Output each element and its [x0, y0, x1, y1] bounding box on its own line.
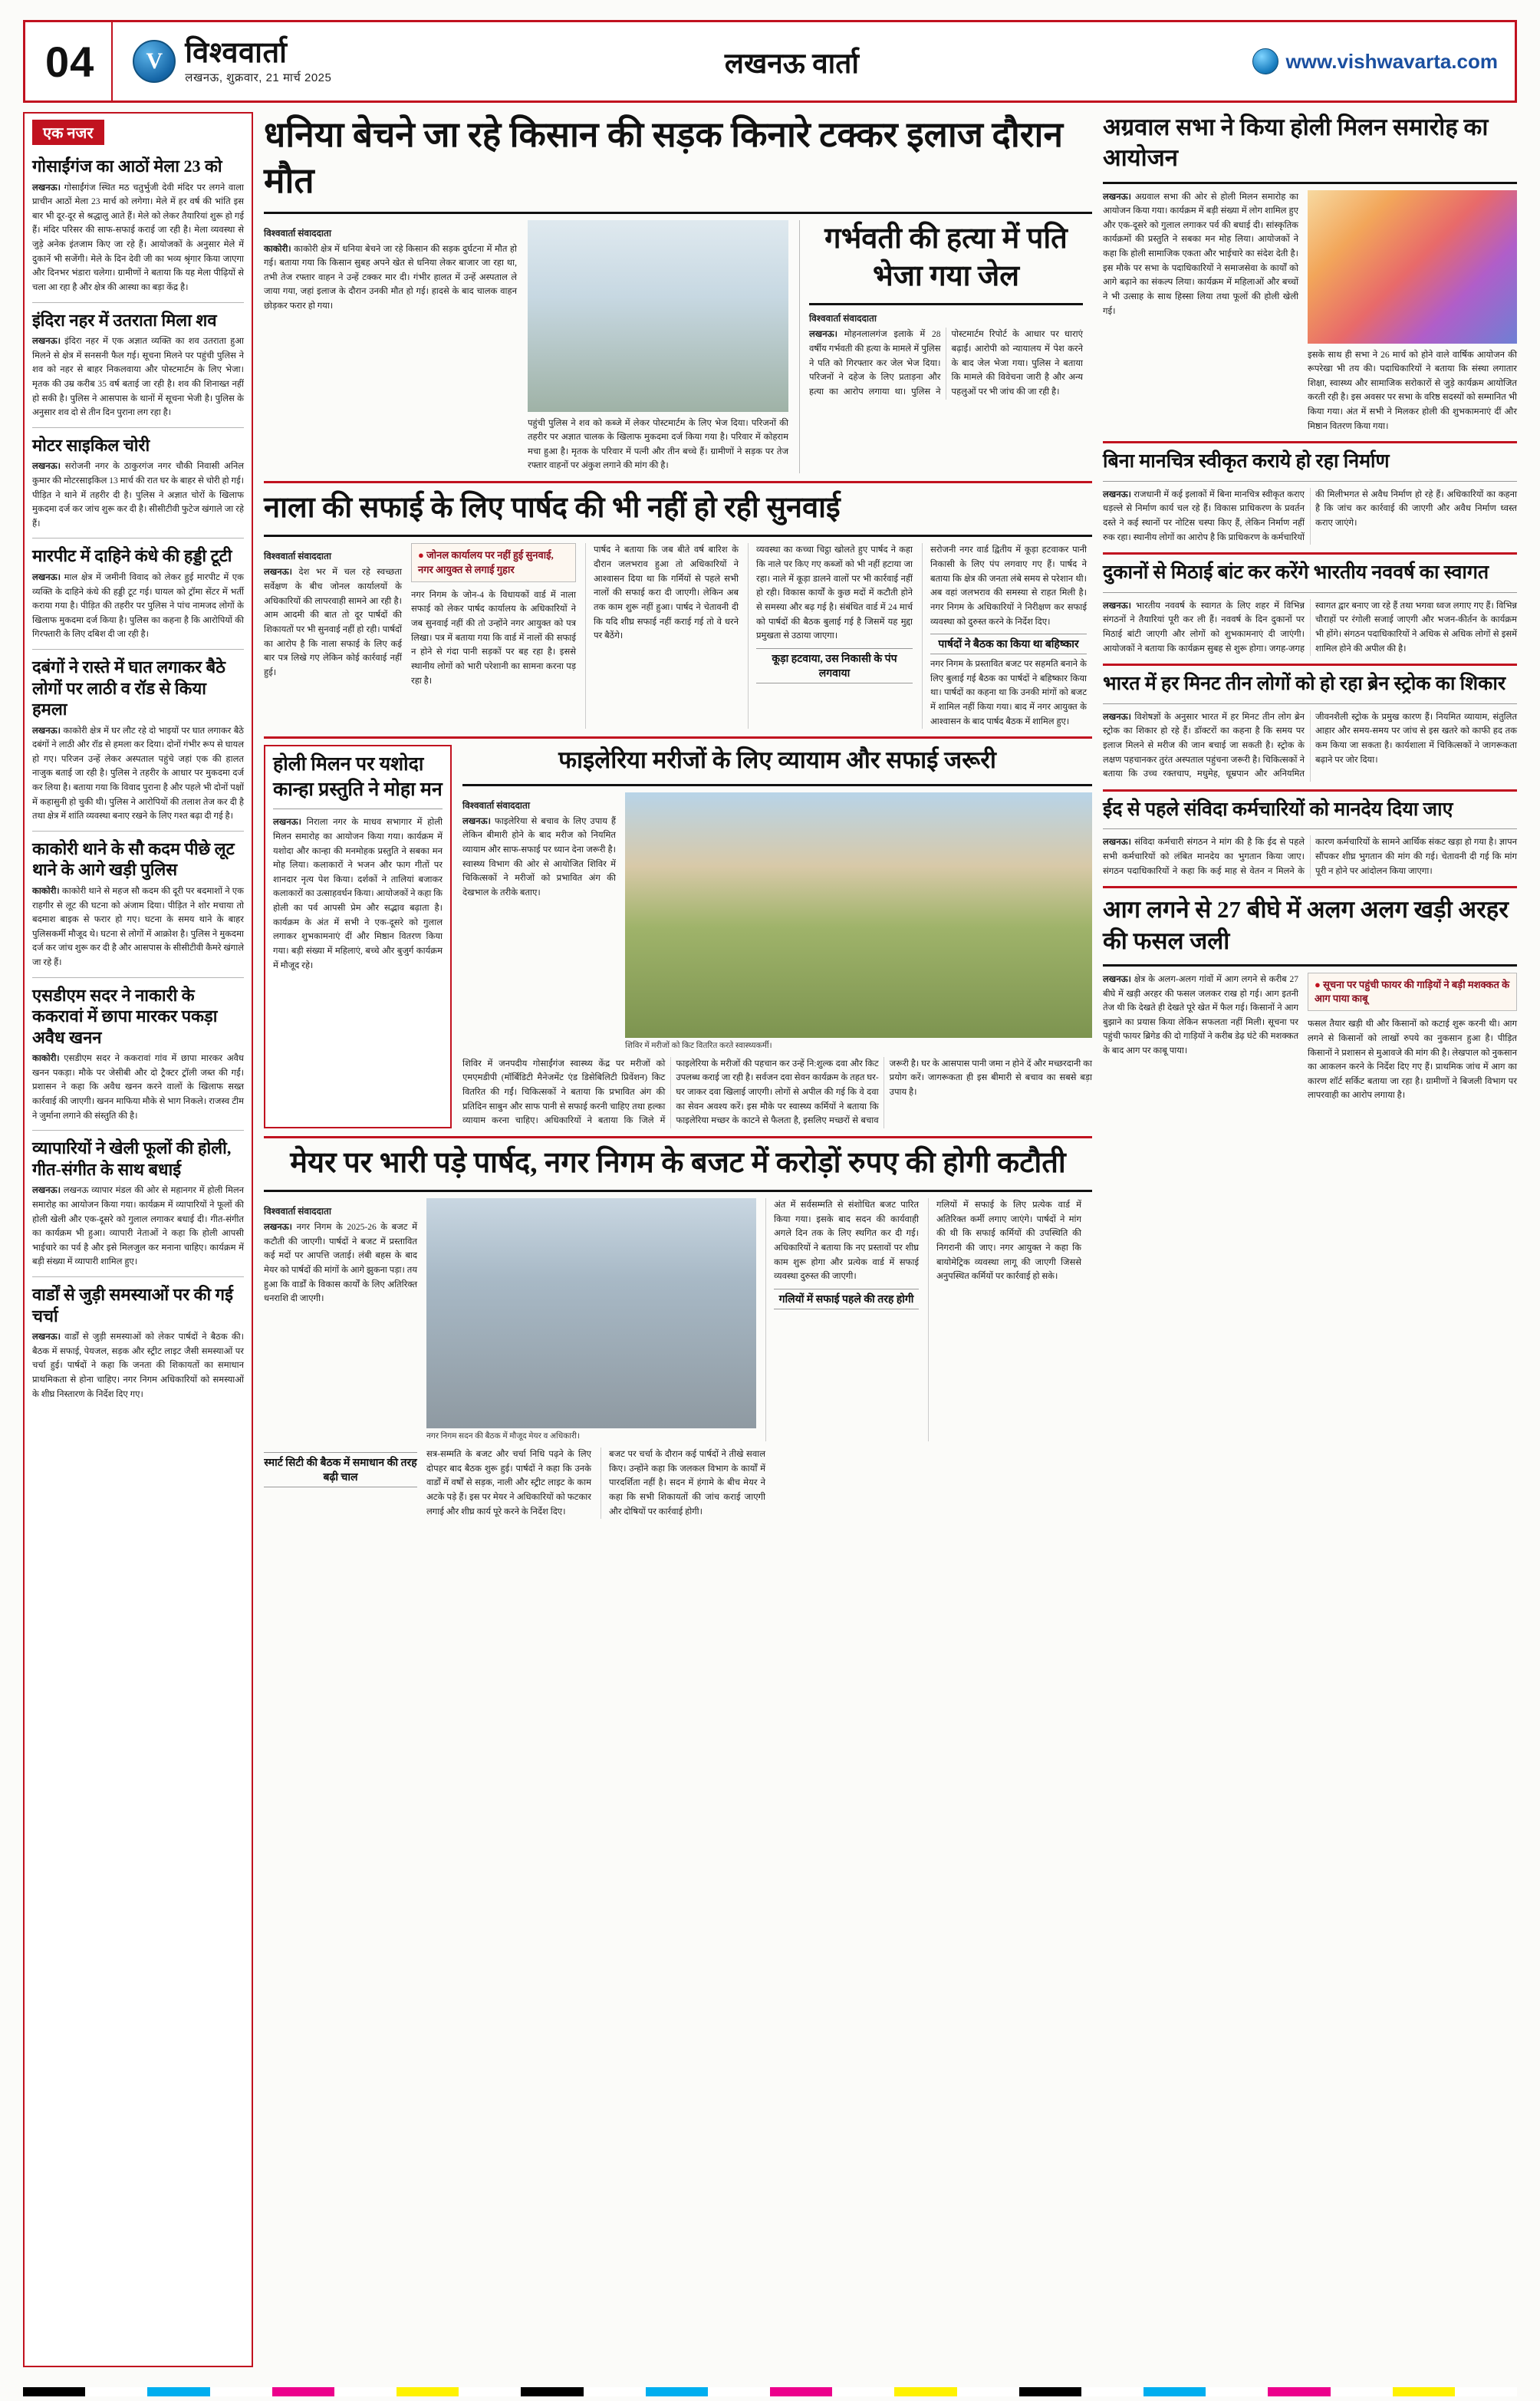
page-number: 04	[38, 22, 113, 100]
holi-photo	[1308, 190, 1517, 344]
brief-item	[32, 838, 244, 970]
nala-col-6: नगर निगम के प्रस्तावित बजट पर सहमति बनाने के लिए बुलाई गई बैठक का पार्षदों ने बहिष्कार किया था। पार्षदों का कहना था कि उनकी मांगों को बजट में शामिल नहीं किया गया। बाद में नगर आयुक्त के आश्वासन के बाद पार्षद बैठक में शामिल हुए।	[930, 660, 1087, 726]
agrawal-sabha-story	[1103, 112, 1517, 433]
brief-text: लखनऊ व्यापार मंडल की ओर से महानगर में होली मिलन समारोह का आयोजन किया गया। कार्यक्रम में व्यापारियों ने फूलों की होली खेली और एक-दूसरे को गुलाल लगाकर बधाई दी। गीत-संगीत का कार्यक्रम भी हुआ। व्यापारी नेताओं ने कहा कि होली आपसी भाईचारे का पर्व है और इसे मिलजुल कर मनाना चाहिए। कार्यक्रम में बड़ी संख्या में व्यापारी शामिल हुए।	[32, 1186, 244, 1267]
nala-pullquote: ● जोनल कार्यालय पर नहीं हुई सुनवाई, नगर आयुक्त से लगाई गुहार	[411, 543, 576, 581]
holi-filaria-row	[264, 745, 1092, 1128]
brief-text: एसडीएम सदर ने ककरावां गांव में छापा मारकर अवैध खनन पकड़ा। मौके पर जेसीबी और दो ट्रैक्टर ट्रॉली जब्त की गईं। प्रशासन ने कहा कि अवैध खनन करने वालों के खिलाफ सख्त कार्रवाई की जाएगी। खनन माफिया मौके से भाग निकले। राजस्व टीम ने जुर्माना लगाने की संस्तुति की है।	[32, 1054, 245, 1121]
body-text: काकोरी क्षेत्र में धनिया बेचने जा रहे किसान की सड़क दुर्घटना में मौत हो गई। बताया गया कि किसान सुबह अपने खेत से धनिया लेकर बाजार जा रहा था, तभी तेज रफ्तार वाहन ने उन्हें टक्कर मार दी। गंभीर हालत में उन्हें अस्पताल ले जाया गया, जहां इलाज के दौरान उनकी मौत हो गई। हादसे के बाद चालक वाहन छोड़कर फरार हो गया।	[264, 244, 518, 311]
dateline: लखनऊ।	[32, 726, 61, 736]
brief-headline: वार्डों से जुड़ी समस्याओं पर की गई चर्चा	[32, 1285, 233, 1326]
sub-story-body	[809, 328, 1083, 399]
navvarsh-body	[1103, 599, 1517, 657]
cmyk-registration-bar	[23, 2387, 1517, 2396]
nala-subhead-1: कूड़ा हटवाया, उस निकासी के पंप लगवाया	[756, 648, 913, 683]
column-right	[1103, 112, 1517, 2367]
brief-item	[32, 985, 244, 1124]
mayor-subhead-1: स्मार्ट सिटी की बैठक में समाधान की तरह बढ़ी चाल	[264, 1452, 417, 1487]
section-title: लखनऊ वार्ता	[724, 48, 859, 80]
byline: विश्ववार्ता संवाददाता	[264, 1206, 331, 1217]
byline: विश्ववार्ता संवाददाता	[462, 799, 530, 811]
nala-col-4: व्यवस्था का कच्चा चिट्ठा खोलते हुए पार्षद ने कहा कि नाले पर किए गए कब्जों को भी नहीं हटाया जा रहा। नाले में कूड़ा डालने वालों पर भी कार्रवाई नहीं हो रही। विकास कार्यों के कुछ मदों में कटौती होने से समस्या और बढ़ गई है। संबंधित वार्ड में 24 मार्च को पार्षदों की बैठक बुलाई गई है जिसमें यह मुद्दा प्रमुखता से उठाया जाएगा।	[756, 545, 913, 641]
nala-col-5: सरोजनी नगर वार्ड द्वितीय में कूड़ा हटवाकर पानी निकासी के लिए पंप लगवाए गए हैं। पार्षद ने बताया कि क्षेत्र की जनता लंबे समय से परेशान थी। अब वहां जलभराव की समस्या से राहत मिली है। नगर निगम के अधिकारियों ने निरीक्षण कर सफाई व्यवस्था को दुरुस्त करने के निर्देश दिए।	[930, 545, 1087, 627]
navvarsh-story	[1103, 561, 1517, 656]
body-text: नगर निगम के 2025-26 के बजट में कटौती की जाएगी। पार्षदों ने बजट में प्रस्तावित कई मदों पर आपत्ति जताई। लंबी बहस के बाद मेयर को पार्षदों की मांगों के आगे झुकना पड़ा। तय हुआ कि वार्डों के विकास कार्यों के लिए अतिरिक्त धनराशि दी जाएगी।	[264, 1223, 418, 1304]
filaria-headline: फाइलेरिया मरीजों के लिए व्यायाम और सफाई जरूरी	[558, 746, 996, 774]
body-text: मोहनलालगंज इलाके में 28 वर्षीय गर्भवती की हत्या के मामले में पुलिस ने पति को गिरफ्तार कर जेल भेज दिया। परिजनों ने दहेज के लिए प्रताड़ना और हत्या का आरोप लगाया था। पुलिस ने पोस्टमार्टम रिपोर्ट के आधार पर धाराएं बढ़ाईं। आरोपी को न्यायालय में पेश करने के बाद जेल भेजा गया। पुलिस ने बताया कि मामले की विवेचना जारी है और अन्य पहलुओं पर भी जांच की जा रही है।	[809, 330, 1083, 397]
fire-story	[1103, 894, 1517, 1103]
stroke-body	[1103, 710, 1517, 782]
agrawal-headline: अग्रवाल सभा ने किया होली मिलन समारोह का आयोजन	[1103, 114, 1489, 172]
agrawal-col-2: इसके साथ ही सभा ने 26 मार्च को होने वाले वार्षिक आयोजन की रूपरेखा भी तय की। पदाधिकारियों ने बताया कि संस्था लगातार शिक्षा, स्वास्थ्य और सामाजिक सरोकारों से जुड़े कार्यक्रम आयोजित करती रही है। इस अवसर पर सभा के वरिष्ठ सदस्यों को सम्मानित भी किया गया। अंत में सभी ने मिलकर होली की शुभकामनाएं दीं और मिष्ठान वितरण किया गया।	[1308, 350, 1517, 431]
brief-text: सरोजनी नगर के ठाकुरगंज नगर चौकी निवासी अनिल कुमार की मोटरसाइकिल 13 मार्च की रात घर के बाहर से चोरी हो गई। पीड़ित ने थाने में तहरीर दी है। पुलिस ने अज्ञात चोरों के खिलाफ मुकदमा दर्ज कर जांच शुरू कर दी है। सीसीटीवी फुटेज खंगाले जा रहे हैं।	[32, 462, 244, 529]
nala-col-3: पार्षद ने बताया कि जब बीते वर्ष बारिश के दौरान जलभराव हुआ तो अधिकारियों ने आश्वासन दिया था कि गर्मियों से पहले सभी नालों की सफाई करा दी जाएगी। लेकिन अब तक काम शुरू नहीं हुआ। पार्षद ने चेतावनी दी कि यदि शीघ्र सफाई नहीं कराई गई तो वे धरने पर बैठेंगे।	[594, 545, 739, 641]
fire-headline: आग लगने से 27 बीघे में अलग अलग खड़ी अरहर की फसल जली	[1103, 896, 1509, 954]
brief-body	[32, 1184, 244, 1270]
brief-item	[32, 1138, 244, 1270]
nala-col-2: नगर निगम के जोन-4 के विधायकों वार्ड में नाला सफाई को लेकर पार्षद कार्यालय के अधिकारियों ने जब सुनवाई नहीं की तो उन्होंने नगर आयुक्त को पत्र लिखा। पत्र में बताया गया कि वार्ड में नालों की सफाई न होने से गंदा पानी सड़कों पर बह रहा है। इससे स्थानीय लोगों को भारी परेशानी का सामना करना पड़ रहा है।	[411, 590, 576, 686]
brief-headline: मोटर साइकिल चोरी	[32, 435, 150, 455]
byline: विश्ववार्ता संवाददाता	[264, 551, 331, 562]
brand-block	[113, 38, 331, 84]
fire-col-1	[1103, 973, 1298, 1059]
construction-body	[1103, 488, 1517, 545]
brief-headline: दबंगों ने रास्ते में घात लगाकर बैठे लोगों पर लाठी व रॉड से किया हमला	[32, 657, 225, 719]
filaria-story	[462, 745, 1092, 1128]
lead-story-body-2: पहुंची पुलिस ने शव को कब्जे में लेकर पोस्टमार्टम के लिए भेज दिया। परिजनों की तहरीर पर अज्ञात चालक के खिलाफ मुकदमा दर्ज किया गया है। परिवार में कोहराम मचा हुआ है। मृतक के परिवार में पत्नी और तीन बच्चे हैं। ग्रामीणों ने सड़क पर तेज रफ्तार वाहनों पर अंकुश लगाने की मांग की है।	[528, 418, 788, 471]
mayor-col-4: अंत में सर्वसम्मति से संशोधित बजट पारित किया गया। इसके बाद सदन की कार्यवाही अगले दिन तक के लिए स्थगित कर दी गई। अधिकारियों ने बताया कि नए प्रस्तावों पर शीघ्र काम शुरू होगा और प्रत्येक वार्ड में सफाई व्यवस्था दुरुस्त की जाएगी।	[774, 1200, 919, 1282]
dateline: लखनऊ।	[1103, 838, 1131, 848]
brief-item	[32, 1284, 244, 1401]
dateline: लखनऊ।	[809, 330, 837, 340]
dateline: लखनऊ।	[32, 462, 61, 472]
lead-story-headline: धनिया बेचने जा रहे किसान की सड़क किनारे टक्कर इलाज दौरान मौत	[264, 115, 1063, 200]
brief-item	[32, 545, 244, 642]
dateline: लखनऊ।	[264, 568, 292, 578]
globe-icon	[1252, 48, 1278, 74]
byline: विश्ववार्ता संवाददाता	[264, 227, 331, 239]
brief-headline: एसडीएम सदर ने नाकारी के ककरावां में छापा मारकर पकड़ा अवैध खनन	[32, 985, 218, 1047]
brief-body	[32, 1052, 244, 1123]
brief-text: वार्डों से जुड़ी समस्याओं को लेकर पार्षदों ने बैठक की। बैठक में सफाई, पेयजल, सड़क और स्ट्रीट लाइट जैसी समस्याओं पर चर्चा हुई। पार्षदों ने कहा कि जनता की शिकायतों का समाधान प्राथमिकता से होना चाहिए। नगर निगम अधिकारियों को समस्याओं के शीघ्र निस्तारण के निर्देश दिए गए।	[32, 1332, 245, 1399]
mayor-photo-caption: नगर निगम सदन की बैठक में मौजूद मेयर व अधिकारी।	[426, 1432, 580, 1441]
dateline: लखनऊ।	[264, 1223, 292, 1233]
filaria-col-3: अधिकारियों ने बताया कि जिले में फाइलेरिया के मरीजों की पहचान कर उन्हें नि:शुल्क दवा और किट उपलब्ध कराई जा रही है। सर्वजन दवा सेवन कार्यक्रम के तहत घर-घर जाकर दवा खिलाई जाएगी। लोगों से अपील की गई कि वे दवा का सेवन अवश्य करें।	[544, 1059, 879, 1126]
mayor-col-3: बजट पर चर्चा के दौरान कई पार्षदों ने तीखे सवाल किए। उन्होंने कहा कि जलकल विभाग के कार्यों में पारदर्शिता नहीं है। सदन में हंगामे के बीच मेयर ने कहा कि सभी शिकायतों की जांच कराई जाएगी और दोषियों पर कार्रवाई होगी।	[609, 1450, 765, 1517]
brief-body	[32, 181, 244, 295]
vishwavarta-logo-icon: V	[133, 40, 176, 83]
mayor-headline: मेयर पर भारी पड़े पार्षद, नगर निगम के बजट में करोड़ों रुपए की होगी कटौती	[290, 1146, 1066, 1179]
fire-col-2: फसल तैयार खड़ी थी और किसानों को कटाई शुरू करनी थी। आग लगने से किसानों को लाखों रुपये का नुकसान हुआ है। पीड़ित किसानों ने प्रशासन से मुआवजे की मांग की है। लेखपाल को नुकसान का आकलन करने के निर्देश दिए गए हैं। प्राथमिक जांच में आग का कारण शॉर्ट सर्किट बताया जा रहा है। ग्रामीणों ने बिजली विभाग पर लापरवाही का आरोप लगाया है।	[1308, 1019, 1517, 1101]
brief-body	[32, 724, 244, 824]
ek-nazar-tag: एक नजर	[32, 120, 104, 145]
brief-text: माल क्षेत्र में जमीनी विवाद को लेकर हुई मारपीट में एक व्यक्ति के दाहिने कंधे की हड्डी टूट गई। घायल को ट्रॉमा सेंटर में भर्ती कराया गया है। पीड़ित की तहरीर पर पुलिस ने पांच नामजद लोगों के खिलाफ मुकदमा दर्ज किया है। पुलिस का कहना है कि आरोपियों की गिरफ्तारी के लिए दबिश दी जा रही है।	[32, 572, 244, 640]
body-text: फाइलेरिया से बचाव के लिए उपाय हैं लेकिन बीमारी होने के बाद मरीज को नियमित व्यायाम और साफ-सफाई पर ध्यान देना जरूरी है। स्वास्थ्य विभाग की ओर से आयोजित शिविर में चिकित्सकों ने मरीजों को प्रभावित अंग की देखभाल के तरीके बताए।	[462, 816, 616, 897]
brief-headline: मारपीट में दाहिने कंधे की हड्डी टूटी	[32, 546, 232, 566]
dateline: काकोरी।	[32, 886, 60, 896]
brief-body	[32, 334, 244, 420]
stroke-headline: भारत में हर मिनट तीन लोगों को हो रहा ब्रेन स्ट्रोक का शिकार	[1103, 674, 1506, 695]
construction-headline: बिना मानचित्र स्वीकृत कराये हो रहा निर्माण	[1103, 451, 1390, 473]
brief-headline: काकोरी थाने के सौ कदम पीछे लूट थाने के आगे खड़ी पुलिस	[32, 838, 235, 880]
body-text: अग्रवाल सभा की ओर से होली मिलन समारोह का आयोजन किया गया। कार्यक्रम में बड़ी संख्या में लोग शामिल हुए और एक-दूसरे को गुलाल लगाकर पर्व की बधाई दी। सांस्कृतिक कार्यक्रमों की प्रस्तुति ने सबका मन मोह लिया। आयोजकों ने कहा कि होली सामाजिक एकता और भाईचारे का संदेश देती है। इस मौके पर सभा के पदाधिकारियों ने समाजसेवा के कार्यों को आगे बढ़ाने का संकल्प लिया। कार्यक्रम में महिलाओं और बच्चों ने भी उत्साह के साथ हिस्सा लिया तथा फूलों की होली खेली गई।	[1103, 192, 1298, 316]
dateline: लखनऊ।	[1103, 192, 1131, 202]
mayor-col-5: गलियों में सफाई के लिए प्रत्येक वार्ड में अतिरिक्त कर्मी लगाए जाएंगे। पार्षदों ने मांग की थी कि सफाई कर्मियों की उपस्थिति की निगरानी की जाए। नगर आयुक्त ने कहा कि बायोमेट्रिक व्यवस्था लागू की जाएगी जिससे अनुपस्थित कर्मियों पर कार्रवाई हो सके।	[936, 1200, 1081, 1282]
samvida-karmchari-story	[1103, 798, 1517, 878]
fire-pullquote: ● सूचना पर पहुंची फायर की गाड़ियों ने बड़ी मशक्कत के आग पाया काबू	[1308, 973, 1517, 1011]
brief-item	[32, 657, 244, 824]
filaria-col-4: इस मौके पर स्वास्थ्य कर्मियों ने बताया कि फाइलेरिया मच्छर के काटने से फैलता है, इसलिए मच्छरों से बचाव जरूरी है। घर के आसपास पानी जमा न होने दें और मच्छरदानी का प्रयोग करें। जागरूकता ही इस बीमारी से बचाव का सबसे बड़ा उपाय है।	[676, 1059, 1092, 1126]
brief-item	[32, 156, 244, 295]
holi-box-story	[264, 745, 452, 1128]
brief-item	[32, 435, 244, 532]
byline: विश्ववार्ता संवाददाता	[809, 313, 877, 324]
brief-headline: इंदिरा नहर में उतराता मिला शव	[32, 310, 217, 330]
brief-text: गोसाईंगंज स्थित मठ चतुर्भुजी देवी मंदिर पर लगने वाला प्राचीन आठों मेला 23 मार्च को लगेगा। मेले में हर वर्ष की भांति इस बार भी दूर-दूर से श्रद्धालु आते हैं। मेले को लेकर तैयारियां शुरू हो गई हैं। मंदिर परिसर की साफ-सफाई कराई जा रही है। मेला व्यवस्था से जुड़े अनेक इंतजाम किए जा रहे हैं। आयोजकों के अनुसार मेले में दुकानें भी सजेंगी। मेले के दिन देवी जी का भव्य श्रृंगार किया जाएगा और दिनभर भंडारा चलेगा। ग्रामीणों ने बताया कि यह मेला पीढ़ियों से चला आ रहा है और क्षेत्र की आस्था का बड़ा केंद्र है।	[32, 183, 244, 292]
filaria-body-rest	[462, 1057, 1092, 1128]
body-text: संविदा कर्मचारी संगठन ने मांग की है कि ईद से पहले सभी कर्मचारियों को लंबित मानदेय का भुगतान किया जाए। संगठन पदाधिकारियों ने कहा कि कई माह से वेतन न मिलने के कारण कर्मचारियों के सामने आर्थिक संकट खड़ा हो गया है। ज्ञापन सौंपकर शीघ्र भुगतान की मांग की गई। चेतावनी दी गई कि मांग पूरी न होने पर आंदोलन किया जाएगा।	[1103, 838, 1517, 876]
navvarsh-headline: दुकानों से मिठाई बांट कर करेंगे भारतीय नववर्ष का स्वागत	[1103, 562, 1489, 584]
masthead	[23, 20, 1517, 103]
bullet-icon: ●	[1315, 978, 1321, 990]
filaria-col-2: शिविर में जनपदीय गोसाईंगंज स्वास्थ्य केंद्र पर मरीजों को एमएमडीपी (मॉर्बिडिटी मैनेजमेंट एंड डिसेबिलिटी प्रिवेंशन) किट वितरित की गईं। चिकित्सकों ने बताया कि प्रभावित अंग की प्रतिदिन साबुन और साफ पानी से सफाई करनी चाहिए तथा हल्का व्यायाम करना चाहिए।	[462, 1059, 666, 1126]
page-grid	[23, 112, 1517, 2367]
dateline: लखनऊ।	[273, 818, 301, 828]
brief-headline: गोसाईंगंज का आठों मेला 23 को	[32, 156, 222, 176]
mayor-col-1	[264, 1220, 417, 1306]
holi-headline: होली मिलन पर यशोदा कान्हा प्रस्तुति ने मोहा मन	[273, 754, 443, 800]
mayor-subhead-2: गलियों में सफाई पहले की तरह होगी	[774, 1289, 919, 1309]
unauthorised-construction-story	[1103, 450, 1517, 545]
dateline: लखनऊ।	[462, 816, 491, 826]
body-text: विशेषज्ञों के अनुसार भारत में हर मिनट तीन लोग ब्रेन स्ट्रोक का शिकार हो रहे हैं। डॉक्टरों का कहना है कि समय पर इलाज मिलने से मरीज की जान बचाई जा सकती है। स्ट्रोक के लक्षण पहचानकर तुरंत अस्पताल पहुंचना जरूरी है। चिकित्सकों ने बताया कि उच्च रक्तचाप, मधुमेह, धूम्रपान और अनियमित जीवनशैली स्ट्रोक के प्रमुख कारण हैं। नियमित व्यायाम, संतुलित आहार और समय-समय पर जांच से इस खतरे को काफी हद तक कम किया जा सकता है। कार्यशाला में चिकित्सकों ने जागरूकता बढ़ाने पर जोर दिया।	[1103, 712, 1517, 779]
filaria-col-1	[462, 815, 616, 901]
sub-story-headline: गर्भवती की हत्या में पति भेजा गया जेल	[824, 222, 1068, 292]
column-left	[23, 112, 253, 2367]
brief-headline: व्यापारियों ने खेली फूलों की होली, गीत-संगीत के साथ बधाई	[32, 1138, 232, 1179]
dateline: काकोरी।	[32, 1054, 60, 1064]
samvida-body	[1103, 835, 1517, 878]
nala-subhead-2: पार्षदों ने बैठक का किया था बहिष्कार	[930, 634, 1087, 654]
dateline: लखनऊ।	[32, 572, 61, 582]
body-text: राजधानी में कई इलाकों में बिना मानचित्र स्वीकृत कराए धड़ल्ले से निर्माण कार्य चल रहे हैं। विकास प्राधिकरण के प्रवर्तन दस्ते ने कई स्थानों पर नोटिस चस्पा किए हैं, लेकिन निर्माण नहीं रुक रहा। स्थानीय लोगों का आरोप है कि प्राधिकरण के कर्मचारियों की मिलीभगत से अवैध निर्माण हो रहे हैं। अधिकारियों का कहना है कि जांच कर कार्रवाई की जाएगी और अवैध निर्माण ध्वस्त कराए जाएंगे।	[1103, 489, 1517, 542]
column-middle	[264, 112, 1092, 2367]
mayor-col-2: सत्र-सम्मति के बजट और चर्चा निधि पढ़ने के लिए दोपहर बाद बैठक शुरू हुई। पार्षदों ने कहा कि उनके वार्डों में वर्षों से सड़क, नाली और स्ट्रीट लाइट के काम अटके पड़े हैं। इस पर मेयर ने अधिकारियों को फटकार लगाई और शीघ्र कार्य पूरे करने के निर्देश दिए।	[426, 1450, 591, 1517]
brief-body	[32, 459, 244, 531]
brief-text: काकोरी थाने से महज सौ कदम की दूरी पर बदमाशों ने एक राहगीर से लूट की घटना को अंजाम दिया। पीड़ित ने शोर मचाया तो बदमाश बाइक से फरार हो गए। घटना के समय थाने के बाहर पुलिसकर्मी मौजूद थे। घटना से लोगों में आक्रोश है। पुलिस ने मुकदमा दर्ज कर जांच शुरू कर दी है और आसपास के सीसीटीवी कैमरे खंगाले जा रहे हैं।	[32, 886, 245, 967]
brand-name: विश्ववार्ता	[185, 37, 288, 70]
edition-date: लखनऊ, शुक्रवार, 21 मार्च 2025	[185, 71, 332, 85]
website-block[interactable]	[1252, 48, 1502, 74]
dateline: लखनऊ।	[32, 337, 61, 346]
agrawal-col-1	[1103, 190, 1298, 319]
brain-stroke-story	[1103, 672, 1517, 782]
bullet-icon: ●	[418, 549, 424, 562]
samvida-headline: ईद से पहले संविदा कर्मचारियों को मानदेय दिया जाए	[1103, 799, 1453, 820]
brief-body	[32, 571, 244, 642]
dateline: लखनऊ।	[1103, 601, 1131, 611]
dateline: लखनऊ।	[1103, 489, 1131, 499]
nala-col-1	[264, 565, 402, 680]
ek-nazar-box	[23, 112, 253, 2367]
dateline: लखनऊ।	[32, 1186, 61, 1196]
lead-story-body-1	[264, 242, 517, 314]
website-url[interactable]: www.vishwavarta.com	[1285, 49, 1498, 73]
body-text: निराला नगर के माधव सभागार में होली मिलन समारोह का आयोजन किया गया। कार्यक्रम में यशोदा और कान्हा की मनमोहक प्रस्तुति ने सबका मन मोह लिया। कलाकारों ने भजन और फाग गीतों पर शानदार नृत्य पेश किया। दर्शकों ने तालियां बजाकर कलाकारों का उत्साहवर्धन किया। आयोजकों ने कहा कि होली का पर्व आपसी प्रेम और सद्भाव बढ़ाता है। कार्यक्रम के अंत में सभी ने एक-दूसरे को गुलाल लगाकर शुभकामनाएं दीं और मिष्ठान वितरण किया गया। बड़ी संख्या में महिलाएं, बच्चे और बुजुर्ग कार्यक्रम में मौजूद रहे।	[273, 818, 443, 970]
filaria-photo-caption: शिविर में मरीजों को किट वितरित करते स्वास्थ्यकर्मी।	[625, 1041, 772, 1050]
holi-body	[273, 815, 443, 973]
lead-story-photo	[528, 220, 788, 412]
dateline: लखनऊ।	[1103, 974, 1131, 984]
dateline: लखनऊ।	[32, 1332, 61, 1342]
mayor-photo	[426, 1198, 756, 1428]
brief-item	[32, 310, 244, 420]
brief-text: काकोरी क्षेत्र में घर लौट रहे दो भाइयों पर घात लगाकर बैठे दबंगों ने लाठी और रॉड से हमला कर दिया। दोनों गंभीर रूप से घायल हो गए। परिजन उन्हें लेकर अस्पताल पहुंचे जहां एक की हालत नाजुक बताई जा रही है। पुलिस ने तहरीर के आधार पर मुकदमा दर्ज कर लिया है। बताया गया कि विवाद पुराना है और पहले भी दोनों पक्षों में कहासुनी हो चुकी थी। पुलिस ने आरोपियों की तलाश तेज कर दी है तथा क्षेत्र में शांति व्यवस्था बनाए रखने के लिए गश्त बढ़ा दी गई है।	[32, 726, 244, 822]
brief-body	[32, 884, 244, 970]
body-text: क्षेत्र के अलग-अलग गांवों में आग लगने से करीब 27 बीघे में खड़ी अरहर की फसल जलकर राख हो गई। आग इतनी तेज थी कि देखते ही देखते पूरे खेत में फैल गई। किसानों ने आग बुझाने का प्रयास किया लेकिन सफलता नहीं मिली। सूचना पर पहुंची फायर ब्रिगेड की दो गाड़ियों ने करीब डेढ़ घंटे की मशक्कत के बाद आग पर काबू पाया।	[1103, 974, 1299, 1056]
dateline: लखनऊ।	[32, 183, 61, 193]
brief-text: इंदिरा नहर में एक अज्ञात व्यक्ति का शव उतराता हुआ मिलने से क्षेत्र में सनसनी फैल गई। सूचना मिलने पर पहुंची पुलिस ने शव को नहर से बाहर निकलवाया और पोस्टमार्टम के लिए भेजा। मृतक की उम्र करीब 35 वर्ष बताई जा रही है। शव की शिनाख्त नहीं हो सकी है। पुलिस ने आसपास के थानों में सूचना भेजी है। पुलिस के अनुसार शव दो से तीन दिन पुराना लग रहा है।	[32, 337, 244, 418]
nala-headline: नाला की सफाई के लिए पार्षद की भी नहीं हो रही सुनवाई	[264, 492, 841, 525]
body-text: देश भर में चल रहे स्वच्छता सर्वेक्षण के बीच जोनल कार्यालयों के अधिकारियों की लापरवाही सामने आ रही है। आम आदमी की बात तो दूर पार्षदों की शिकायतों पर भी सुनवाई नहीं हो रही। पार्षदों का आरोप है कि नाला सफाई के लिए कई बार पत्र लिखे गए लेकिन कोई कार्रवाई नहीं हुई।	[264, 568, 402, 677]
mayor-story	[264, 1145, 1092, 1520]
lead-story	[264, 112, 1092, 473]
dateline: काकोरी।	[264, 244, 291, 254]
filaria-photo	[625, 792, 1092, 1038]
brief-body	[32, 1330, 244, 1401]
body-text: भारतीय नववर्ष के स्वागत के लिए शहर में विभिन्न संगठनों ने तैयारियां पूरी कर ली हैं। नववर्ष के दिन दुकानों पर मिठाई बांटी जाएगी और लोगों को शुभकामनाएं दी जाएंगी। आयोजकों ने बताया कि कार्यक्रम सुबह से शुरू होगा। जगह-जगह स्वागत द्वार बनाए जा रहे हैं तथा भगवा ध्वज लगाए गए हैं। विभिन्न चौराहों पर रंगोली सजाई जाएगी और भजन-कीर्तन के कार्यक्रम भी होंगे। संगठन पदाधिकारियों ने अधिक से अधिक लोगों से इसमें शामिल होने की अपील की है।	[1103, 601, 1517, 654]
dateline: लखनऊ।	[1103, 712, 1131, 722]
nala-story	[264, 489, 1092, 729]
